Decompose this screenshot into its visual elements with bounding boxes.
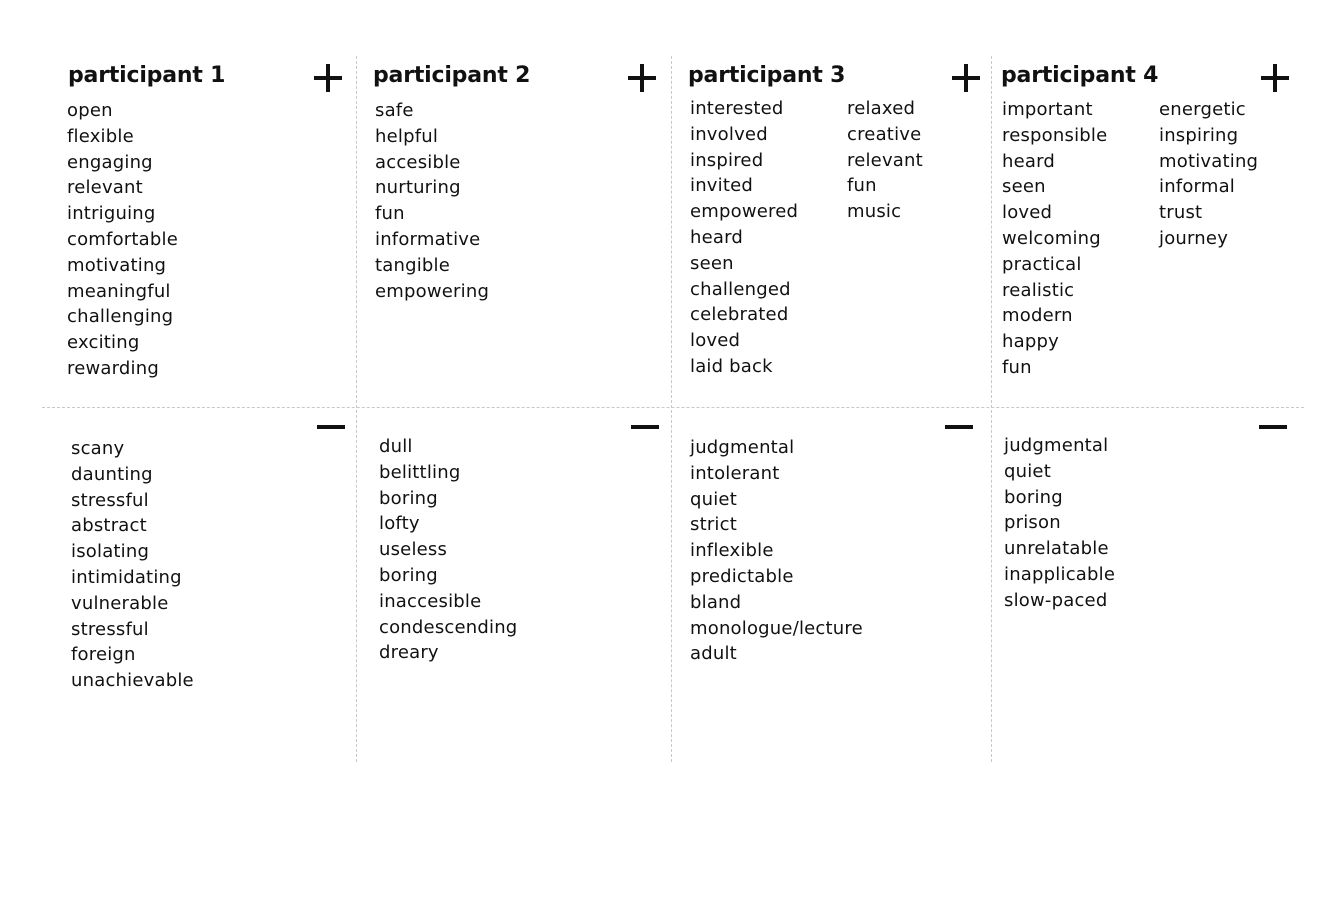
word-item: fun xyxy=(375,203,405,225)
word-item: daunting xyxy=(71,463,153,485)
word-item: vulnerable xyxy=(71,592,169,614)
word-item: bland xyxy=(690,591,742,613)
word-item: motivating xyxy=(67,254,167,276)
word-item: seen xyxy=(690,252,734,274)
plus-icon xyxy=(1261,64,1289,92)
word-item: interested xyxy=(690,98,784,119)
word-item: challenged xyxy=(690,278,791,300)
plus-icon xyxy=(628,64,656,92)
word-item: engaging xyxy=(67,151,153,173)
word-item: important xyxy=(1002,99,1093,120)
word-item: rewarding xyxy=(67,357,159,379)
participant-1-positive-list xyxy=(67,98,178,382)
plus-icon xyxy=(314,64,342,92)
word-item: laid back xyxy=(690,355,773,377)
word-item: comfortable xyxy=(67,228,178,250)
column-divider xyxy=(671,56,672,762)
participant-2-title: participant 2 xyxy=(373,63,531,88)
word-item: journey xyxy=(1159,227,1229,249)
participant-4-positive-list xyxy=(1002,97,1107,381)
word-item: empowering xyxy=(375,280,490,302)
word-item: involved xyxy=(690,123,768,145)
word-item: lofty xyxy=(379,513,420,535)
word-item: prison xyxy=(1004,512,1061,534)
word-item: trust xyxy=(1159,202,1203,224)
word-item: inapplicable xyxy=(1004,563,1116,585)
participant-4-negative-list xyxy=(1004,433,1115,614)
word-item: fun xyxy=(847,175,877,197)
minus-icon xyxy=(1259,425,1287,453)
row-divider xyxy=(42,407,1304,408)
word-item: useless xyxy=(379,539,448,561)
word-item: condescending xyxy=(379,616,518,638)
word-item: practical xyxy=(1002,253,1082,275)
participant-1-title: participant 1 xyxy=(68,63,226,88)
word-item: empowered xyxy=(690,201,799,223)
word-item: intolerant xyxy=(690,462,780,484)
word-item: modern xyxy=(1002,305,1073,327)
word-item: meaningful xyxy=(67,280,171,302)
word-item: heard xyxy=(690,226,744,248)
minus-icon xyxy=(945,425,973,453)
word-item: inspired xyxy=(690,149,764,171)
word-item: stressful xyxy=(71,489,149,511)
word-item: music xyxy=(847,201,902,223)
word-item: informal xyxy=(1159,176,1236,198)
participant-2-negative-list xyxy=(379,434,517,666)
word-item: monologue/lecture xyxy=(690,617,863,639)
word-item: welcoming xyxy=(1002,227,1101,249)
word-item: dreary xyxy=(379,642,439,664)
word-item: responsible xyxy=(1002,124,1108,146)
word-item: seen xyxy=(1002,176,1046,198)
word-item: strict xyxy=(690,514,737,536)
word-item: loved xyxy=(690,330,741,352)
word-item: intimidating xyxy=(71,566,182,588)
word-item: happy xyxy=(1002,331,1059,353)
word-item: dull xyxy=(379,436,413,457)
word-item: open xyxy=(67,100,113,121)
word-item: quiet xyxy=(690,488,737,510)
word-item: isolating xyxy=(71,541,150,563)
word-item: quiet xyxy=(1004,460,1051,482)
word-item: predictable xyxy=(690,565,794,587)
word-item: informative xyxy=(375,228,481,250)
participant-3-positive-list-col2 xyxy=(847,96,923,225)
word-item: scany xyxy=(71,438,125,459)
word-item: challenging xyxy=(67,306,174,328)
word-item: relevant xyxy=(67,177,143,199)
column-divider xyxy=(991,56,992,762)
word-item: flexible xyxy=(67,125,134,147)
word-item: accesible xyxy=(375,151,461,173)
word-item: energetic xyxy=(1159,99,1246,120)
word-item: fun xyxy=(1002,356,1032,378)
word-item: unachievable xyxy=(71,670,194,692)
word-item: intriguing xyxy=(67,203,156,225)
word-item: inspiring xyxy=(1159,124,1239,146)
word-item: nurturing xyxy=(375,177,461,199)
word-item: tangible xyxy=(375,254,451,276)
participant-3-positive-list xyxy=(690,96,798,380)
word-item: helpful xyxy=(375,125,439,147)
word-item: slow-paced xyxy=(1004,589,1108,611)
word-item: stressful xyxy=(71,618,149,640)
participant-3-negative-list xyxy=(690,435,863,667)
minus-icon xyxy=(317,425,345,453)
word-item: celebrated xyxy=(690,304,789,326)
word-item: invited xyxy=(690,175,754,197)
participant-4-positive-list-col2 xyxy=(1159,97,1258,252)
word-item: creative xyxy=(847,123,922,145)
minus-icon xyxy=(631,425,659,453)
word-item: heard xyxy=(1002,150,1056,172)
participant-4-title: participant 4 xyxy=(1001,63,1159,88)
word-item: realistic xyxy=(1002,279,1075,301)
word-item: belittling xyxy=(379,461,461,483)
word-item: relaxed xyxy=(847,98,916,119)
plus-icon xyxy=(952,64,980,92)
word-item: boring xyxy=(1004,486,1063,508)
word-item: exciting xyxy=(67,332,140,354)
word-item: boring xyxy=(379,487,438,509)
participant-2-positive-list xyxy=(375,98,489,304)
word-item: motivating xyxy=(1159,150,1259,172)
word-item: loved xyxy=(1002,202,1053,224)
word-item: judgmental xyxy=(1004,435,1109,456)
participant-3-title: participant 3 xyxy=(688,63,846,88)
word-item: inflexible xyxy=(690,540,774,562)
word-item: safe xyxy=(375,100,414,121)
word-item: boring xyxy=(379,564,438,586)
word-item: inaccesible xyxy=(379,590,482,612)
word-item: adult xyxy=(690,643,737,665)
word-item: abstract xyxy=(71,515,147,537)
word-item: relevant xyxy=(847,149,923,171)
word-item: judgmental xyxy=(690,437,795,458)
participant-1-negative-list xyxy=(71,436,194,694)
word-item: foreign xyxy=(71,644,136,666)
word-item: unrelatable xyxy=(1004,538,1109,560)
column-divider xyxy=(356,56,357,762)
